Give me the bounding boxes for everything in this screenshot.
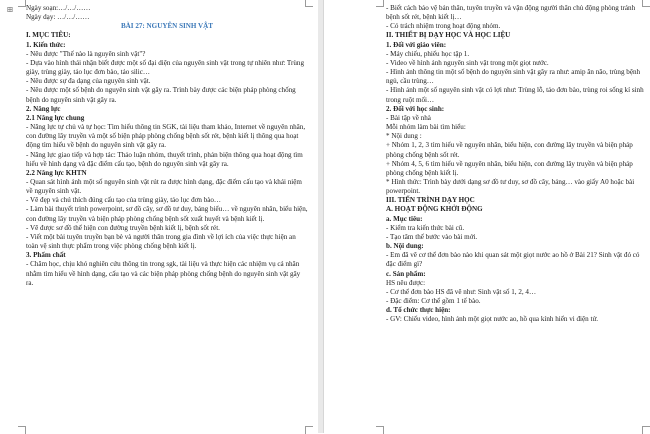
paragraph: I. MỤC TIÊU: [26, 31, 71, 40]
paragraph: - Vẽ được sơ đồ thể hiện con đường truyền bệnh kiết lị, bệnh sốt rét. [26, 223, 220, 232]
paragraph: - Vẽ đẹp và chú thích đúng cấu tạo của trùng giày, tảo lục đơn bào… [26, 196, 222, 205]
left-page-text[interactable] [26, 4, 308, 288]
paragraph: 2.1 Năng lực chung [26, 113, 85, 122]
paragraph: d. Tổ chức thực hiện: [386, 306, 451, 315]
paragraph: - Năng lực giao tiếp và hợp tác: Thảo luận nhóm, thuyết trình, phản biện thông qua hoạt động tìm hiểu về hình dạng và đặc điểm cấu tạo, bệnh do nguyên sinh vật gây ra. [26, 150, 303, 168]
paragraph: - Hình ảnh thông tin một số bệnh do nguyên sinh vật gây ra như: amip ăn não, trùng bệnh ngủ, cầu trùng… [386, 68, 641, 86]
paragraph: - Cơ thể đơn bào HS đã vẽ như: Sinh vật số 1, 2, 4… [386, 287, 537, 296]
paragraph: 2. Đối với học sinh: [386, 104, 445, 113]
paragraph: - Máy chiếu, phiếu học tập 1. [386, 49, 470, 58]
paragraph: - Làm bài thuyết trình powerpoint, sơ đồ cây, sơ đồ tư duy, bảng biểu… về nguyên nhân, biểu hiện, con đường lây truyền và biện pháp phòng chống bệnh sốt xuất huyết và bệnh kiết lị. [26, 205, 308, 223]
paragraph: Ngày soạn:…/…/…… [26, 4, 91, 12]
paragraph: - Video về hình ảnh nguyên sinh vật trong một giọt nước. [386, 58, 549, 67]
page-right [323, 0, 650, 433]
paragraph: - Hình ảnh một số nguyên sinh vật có lợi như: Trùng lỗ, tảo đơn bào, trùng roi sống kí sinh trong ruột mối… [386, 86, 644, 104]
paragraph: 1. Kiến thức: [26, 40, 66, 49]
paragraph: a. Mục tiêu: [386, 214, 423, 223]
paragraph: b. Nội dung: [386, 242, 424, 251]
paragraph: - Nêu được một số bệnh do nguyên sinh vật gây ra. Trình bày được các biện pháp phòng chống bệnh do nguyên sinh vật gây ra. [26, 86, 296, 104]
paragraph: + Nhóm 4, 5, 6 tìm hiểu về nguyên nhân, biểu hiện, con đường lây truyền và biện pháp phòng chống bệnh kiết lị. [386, 159, 633, 177]
paragraph: Ngày dạy: …/…/…… [26, 13, 90, 22]
paragraph: - Tạo tâm thế bước vào bài mới. [386, 232, 478, 241]
paragraph: - Em đã vẽ cơ thể đơn bào nào khi quan sát một giọt nước ao hồ ở Bài 21? Sinh vật đó có đặc điểm gì? [386, 251, 640, 269]
paragraph: II. THIẾT BỊ DẠY HỌC VÀ HỌC LIỆU [386, 31, 511, 40]
paragraph: 2.2 Năng lực KHTN [26, 168, 87, 177]
paragraph: - Chăm học, chịu khó nghiên cứu thông tin trong sgk, tài liệu và thực hiện các nhiệm vụ cá nhân nhằm tìm hiểu về hình dạng, cấu tạo và các biện pháp phòng chống bệnh do nguyên sinh vật gây ra. [26, 260, 301, 287]
paragraph: + Nhóm 1, 2, 3 tìm hiểu về nguyên nhân, biểu hiện, con đường lây truyền và biện pháp phòng chống bệnh sốt rét. [386, 141, 633, 159]
paragraph: III. TIẾN TRÌNH DẠY HỌC [386, 196, 475, 205]
margin-corner-top-left [376, 0, 384, 7]
paragraph: 2. Năng lực [26, 104, 61, 113]
paragraph: c. Sản phẩm: [386, 269, 426, 278]
paragraph: - Nêu được sự đa dạng của nguyên sinh vật. [26, 77, 151, 86]
paragraph: - GV: Chiếu video, hình ảnh một giọt nước ao, hồ qua kính hiển vi điện tử. [386, 315, 599, 324]
page-left [0, 0, 318, 433]
paragraph: - Nêu được "Thế nào là nguyên sinh vật"? [26, 49, 146, 58]
lesson-title: BÀI 27: NGUYÊN SINH VẬT [120, 22, 214, 31]
paragraph: * Nội dung : [386, 132, 422, 141]
paragraph: - Có trách nhiệm trong hoạt động nhóm. [386, 22, 501, 31]
paragraph: - Viết một bài tuyên truyền bạn bè và người thân trong gia đình về lợi ích của việc thực hiện an toàn vệ sinh thực phẩm trong việc phòng chống bệnh kiết lị. [26, 232, 296, 251]
paragraph: 1. Đối với giáo viên: [386, 40, 447, 49]
paragraph: - Bài tập về nhà [386, 113, 431, 122]
paragraph: Mỗi nhóm làm bài tìm hiểu: [386, 123, 466, 132]
paragraph: 3. Phẩm chất [26, 251, 66, 260]
paragraph: - Biết cách bảo vệ bản thân, tuyên truyền và vận động người thân chủ động phòng tránh bệnh sốt rét, bệnh kiết lị… [386, 4, 636, 22]
paragraph: - Năng lực tự chủ và tự học: Tìm hiểu thông tin SGK, tài liệu tham khảo, Internet về nguyên nhân, con đường lây truyền và một số biện pháp phòng chống bệnh sốt rét, bệnh kiết lị thông qua hoạt động tìm hiểu về bệnh do nguyên sinh vật gây ra. [26, 123, 306, 150]
margin-corner-top-left [18, 0, 26, 7]
table-move-handle-icon[interactable]: ⊞ [6, 5, 14, 14]
paragraph: - Quan sát hình ảnh một số nguyên sinh vật rút ra được hình dạng, đặc điểm cấu tạo và khái niệm về nguyên sinh vật. [26, 177, 302, 196]
paragraph: - Kiểm tra kiến thức bài cũ. [386, 223, 465, 232]
right-page-text[interactable] [386, 4, 644, 324]
paragraph: - Dựa vào hình thái nhận biết được một số đại diện của nguyên sinh vật trong tự nhiên như: Trùng giày, trùng giày, tảo lục đơn bào, tảo silic… [26, 58, 305, 77]
paragraph: HS nêu được: [386, 278, 426, 287]
paragraph: A. HOẠT ĐỘNG KHỞI ĐỘNG [386, 205, 483, 214]
paragraph: - Đặc điểm: Cơ thể gồm 1 tế bào. [386, 297, 481, 305]
paragraph: * Hình thức: Trình bày dưới dạng sơ đồ tư duy, sơ đồ cây, bảng… vào giấy A0 hoặc bài powerpoint. [386, 177, 635, 196]
